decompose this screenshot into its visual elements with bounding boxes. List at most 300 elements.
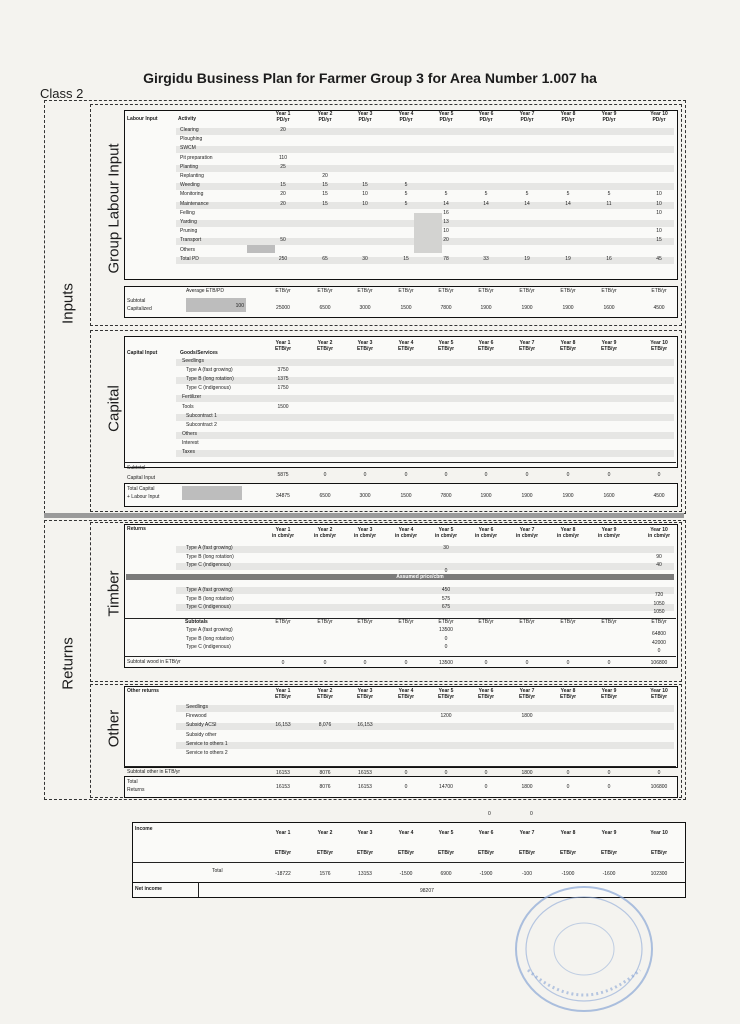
labour-year-8: Year 8 <box>560 111 576 117</box>
below-value-2: 0 <box>530 811 533 817</box>
labour-cell-y2: 15 <box>322 191 328 198</box>
labour-etb-unit: ETB/yr <box>438 288 454 294</box>
capital-item: Others <box>182 430 198 437</box>
labour-cell-y1: 20 <box>280 127 286 133</box>
timber-sub-y10: 64800 <box>652 631 666 637</box>
other-unit-8: ETB/yr <box>559 694 577 700</box>
labour-cell-y4: 5 <box>404 200 408 207</box>
labour-etb-unit: ETB/yr <box>275 288 291 294</box>
income-total-y3: 13153 <box>358 871 372 877</box>
timber-year-9: Year 9 <box>601 527 617 533</box>
labour-unit-4: PD/yr <box>399 117 413 123</box>
labour-subtotal-y4: 1500 <box>400 305 412 311</box>
labour-cell-y6: 14 <box>483 200 489 207</box>
labour-cell-y2: 20 <box>322 173 328 179</box>
labour-year-5: Year 5 <box>438 111 454 117</box>
other-total-y8: 0 <box>566 784 570 790</box>
other-item: Service to others 2 <box>186 750 228 756</box>
timber-unit-2: in cbm/yr <box>313 533 337 539</box>
subsidy-acsi-value: 8,076 <box>318 722 332 728</box>
timber-volume-type: Type B (long rotation) <box>186 553 234 560</box>
timber-sub-y10: 0 <box>657 648 661 654</box>
income-year-4: Year 4 <box>398 830 414 836</box>
labour-subtotal-y8: 1900 <box>562 305 574 311</box>
labour-cell-y8: 5 <box>566 191 570 198</box>
labour-etb-unit: ETB/yr <box>398 288 414 294</box>
timber-year-8: Year 8 <box>560 527 576 533</box>
timber-price-type: Type B (long rotation) <box>186 595 234 602</box>
other-unit-3: ETB/yr <box>356 694 374 700</box>
income-unit-8: ETB/yr <box>559 850 577 856</box>
labour-year-9: Year 9 <box>601 111 617 117</box>
below-value-1: 0 <box>488 811 491 817</box>
labour-unit-10: PD/yr <box>652 117 666 123</box>
timber-etb-unit: ETB/yr <box>601 619 617 625</box>
side-label-returns: Returns <box>59 637 77 690</box>
timber-year-2: Year 2 <box>317 527 333 533</box>
labour-cell-y2: 15 <box>322 182 328 189</box>
capital-item: Fertilizer <box>182 394 202 401</box>
other-year-3: Year 3 <box>357 688 373 694</box>
labour-activity: SWCM <box>180 145 196 152</box>
capital-total-y8: 1900 <box>562 493 574 499</box>
timber-unit-1: in cbm/yr <box>271 533 295 539</box>
income-total-y8: -1900 <box>561 871 575 877</box>
capital-year-5: Year 5 <box>438 340 454 346</box>
labour-year-2: Year 2 <box>317 111 333 117</box>
row-stripe <box>176 450 674 457</box>
firewood-y5: 1200 <box>440 713 452 719</box>
labour-year-1: Year 1 <box>275 111 291 117</box>
other-total-y3: 16153 <box>358 784 372 790</box>
labour-year-10: Year 10 <box>650 111 668 117</box>
capital-item: Type B (long rotation) <box>186 376 234 383</box>
labour-cell-y1: 25 <box>280 163 286 170</box>
capital-subtotal-y8: 0 <box>566 472 570 478</box>
income-total-y9: -1600 <box>602 871 616 877</box>
capital-input-label: Capital Input <box>127 475 156 481</box>
labour-subtotal-y2: 6500 <box>319 305 331 311</box>
income-unit-9: ETB/yr <box>600 850 618 856</box>
side-label-other: Other <box>105 709 123 748</box>
other-item: Firewood <box>186 713 207 720</box>
labour-year-7: Year 7 <box>519 111 535 117</box>
other-subtotal-y5: 0 <box>444 770 448 776</box>
labour-cell-y9: 16 <box>606 255 612 262</box>
labour-unit-6: PD/yr <box>479 117 493 123</box>
labour-activity: Clearing <box>180 127 199 133</box>
subtotals-label: Subtotals <box>185 619 208 625</box>
capital-subtotal-y3: 0 <box>363 472 367 478</box>
labour-cell-y7: 19 <box>524 255 530 262</box>
income-unit-10: ETB/yr <box>650 850 668 856</box>
labour-activity: Total PD <box>180 255 199 262</box>
capital-total-y9: 1600 <box>603 493 615 499</box>
labour-cell-y2: 65 <box>322 255 328 262</box>
labour-cell-y2: 15 <box>322 200 328 207</box>
other-unit-9: ETB/yr <box>600 694 618 700</box>
other-year-10: Year 10 <box>650 688 668 694</box>
other-unit-1: ETB/yr <box>274 694 292 700</box>
capital-item-value: 3750 <box>277 367 289 374</box>
labour-cell-y3: 10 <box>362 191 368 198</box>
income-year-7: Year 7 <box>519 830 535 836</box>
labour-etb-unit: ETB/yr <box>560 288 576 294</box>
timber-price-type: Type A (fast growing) <box>186 587 233 593</box>
labour-cell-y6: 5 <box>484 191 488 198</box>
capital-total-shade <box>182 486 242 500</box>
labour-subtotal-y3: 3000 <box>359 305 371 311</box>
other-total-y6: 0 <box>484 784 488 790</box>
net-income-value: 98207 <box>420 888 434 894</box>
firewood-y7: 1800 <box>521 713 533 719</box>
timber-wood-y2: 0 <box>323 660 327 666</box>
timber-etb-unit: ETB/yr <box>478 619 494 625</box>
income-year-1: Year 1 <box>275 830 291 836</box>
other-year-9: Year 9 <box>601 688 617 694</box>
other-unit-4: ETB/yr <box>397 694 415 700</box>
capital-subtotal-label: Subtotal <box>127 465 146 471</box>
row-stripe <box>176 395 674 402</box>
timber-sub-y10: 42000 <box>652 639 666 646</box>
timber-volume-y5: 30 <box>443 545 449 551</box>
other-total-y5: 14700 <box>439 784 453 790</box>
capital-col-goods: Goods/Services <box>180 350 218 356</box>
other-unit-2: ETB/yr <box>316 694 334 700</box>
wood-label: Subtotal wood in ETB/yr <box>127 659 181 665</box>
labour-cell-y9: 11 <box>606 200 612 207</box>
income-total-y6: -1900 <box>479 871 493 877</box>
net-income-label: Net income <box>135 886 162 892</box>
timber-wood-y5: 13500 <box>439 660 453 666</box>
timber-etb-unit: ETB/yr <box>357 619 373 625</box>
row-stripe <box>176 359 674 366</box>
income-unit-3: ETB/yr <box>356 850 374 856</box>
timber-year-4: Year 4 <box>398 527 414 533</box>
row-stripe <box>176 183 674 190</box>
income-col-label: Income <box>135 826 153 832</box>
labour-unit-7: PD/yr <box>520 117 534 123</box>
row-stripe <box>176 546 674 553</box>
transport-shade <box>247 245 275 253</box>
other-subtotal-y8: 0 <box>566 770 570 776</box>
capital-year-6: Year 6 <box>478 340 494 346</box>
other-unit-5: ETB/yr <box>437 694 455 700</box>
capital-item-value: 1750 <box>277 385 289 392</box>
labour-cell-y6: 33 <box>483 255 489 262</box>
other-year-7: Year 7 <box>519 688 535 694</box>
labour-capitalized-label: Capitalized <box>127 306 152 312</box>
income-total-y1: -18722 <box>275 871 291 877</box>
timber-etb-unit: ETB/yr <box>398 619 414 625</box>
subsidy-acsi-value: 16,153 <box>275 722 291 728</box>
labour-cell-y5: 5 <box>444 191 448 198</box>
other-total-y10: 106800 <box>650 784 668 790</box>
capital-year-4: Year 4 <box>398 340 414 346</box>
other-year-1: Year 1 <box>275 688 291 694</box>
timber-price-y5: 675 <box>441 604 451 610</box>
other-item: Service to others 1 <box>186 740 228 747</box>
income-year-9: Year 9 <box>601 830 617 836</box>
capital-year-3: Year 3 <box>357 340 373 346</box>
labour-cell-y8: 19 <box>565 255 571 262</box>
row-stripe <box>176 587 674 594</box>
capital-total-label: Total Capital <box>127 486 155 492</box>
timber-volume-y10: 90 <box>656 553 662 560</box>
labour-unit-8: PD/yr <box>561 117 575 123</box>
capital-total-y1: 34875 <box>276 493 290 499</box>
capital-sub-line <box>124 462 676 463</box>
capital-unit-4: ETB/yr <box>397 346 415 352</box>
other-subtotal-y1: 16153 <box>276 770 290 776</box>
timber-year-10: Year 10 <box>650 527 668 533</box>
labour-subtotal-y10: 4500 <box>653 305 665 311</box>
capital-subtotal-y10: 0 <box>657 472 661 478</box>
subsidy-acsi-value: 16,153 <box>357 722 373 728</box>
timber-volume-y10: 40 <box>656 562 662 568</box>
timber-sub-type: Type C (indigenous) <box>186 644 231 650</box>
labour-cell-y5: 20 <box>443 237 449 244</box>
labour-cell-y1: 15 <box>280 182 286 189</box>
row-stripe <box>176 723 674 730</box>
side-label-inputs: Inputs <box>59 283 77 324</box>
labour-etb-unit: ETB/yr <box>519 288 535 294</box>
avg-label: Average ETB/PD <box>186 288 224 294</box>
capital-item: Subcontract 1 <box>186 412 217 419</box>
labour-col-label: Labour Input <box>127 116 158 122</box>
page-title: Girgidu Business Plan for Farmer Group 3 for Area Number 1.007 ha <box>143 70 597 86</box>
labour-cell-y5: 78 <box>443 255 449 262</box>
labour-activity: Planting <box>180 163 199 170</box>
labour-activity: Ploughing <box>180 136 203 143</box>
other-subtotal-y4: 0 <box>404 770 408 776</box>
other-subtotal-y2: 8076 <box>319 770 331 776</box>
capital-item: Taxes <box>182 449 196 455</box>
capital-item-value: 1500 <box>277 403 289 410</box>
timber-volume-y5-total: 0 <box>444 568 448 574</box>
capital-subtotal-y6: 0 <box>484 472 488 478</box>
other-item: Subsidy other <box>186 731 217 738</box>
timber-unit-4: in cbm/yr <box>394 533 418 539</box>
capital-item: Interest <box>182 439 199 446</box>
labour-etb-unit: ETB/yr <box>651 288 667 294</box>
capital-total-y7: 1900 <box>521 493 533 499</box>
capital-subtotal-y9: 0 <box>607 472 611 478</box>
labour-cell-y5: 10 <box>443 228 449 235</box>
row-stripe <box>176 705 674 712</box>
labour-cell-y1: 20 <box>280 191 286 198</box>
capital-subtotal-y5: 0 <box>444 472 448 478</box>
timber-wood-y9: 0 <box>607 660 611 666</box>
row-stripe <box>176 563 674 570</box>
row-stripe <box>176 146 674 153</box>
capital-subtotal-y2: 0 <box>323 472 327 478</box>
capital-year-2: Year 2 <box>317 340 333 346</box>
timber-price-y10: 720 <box>654 592 664 598</box>
capital-unit-10: ETB/yr <box>650 346 668 352</box>
timber-year-6: Year 6 <box>478 527 494 533</box>
labour-unit-5: PD/yr <box>439 117 453 123</box>
timber-wood-y1: 0 <box>281 660 285 666</box>
timber-year-3: Year 3 <box>357 527 373 533</box>
labour-etb-unit: ETB/yr <box>478 288 494 294</box>
timber-price-y5: 450 <box>441 587 451 593</box>
income-year-3: Year 3 <box>357 830 373 836</box>
timber-unit-3: in cbm/yr <box>353 533 377 539</box>
capital-unit-5: ETB/yr <box>437 346 455 352</box>
other-total-y2: 8076 <box>319 784 331 790</box>
row-stripe <box>176 165 674 172</box>
income-year-10: Year 10 <box>650 830 668 836</box>
labour-cell-y10: 10 <box>656 209 662 216</box>
other-year-8: Year 8 <box>560 688 576 694</box>
side-label-timber: Timber <box>105 570 123 617</box>
timber-etb-unit: ETB/yr <box>438 619 454 625</box>
timber-year-1: Year 1 <box>275 527 291 533</box>
timber-sub-y5: 0 <box>444 635 448 642</box>
other-subtotal-y9: 0 <box>607 770 611 776</box>
timber-etb-unit: ETB/yr <box>275 619 291 625</box>
timber-col-label: Returns <box>127 526 146 532</box>
capital-total-y3: 3000 <box>359 493 371 499</box>
labour-cell-y4: 5 <box>404 182 408 189</box>
capital-item: Seedlings <box>182 358 204 364</box>
other-subtotal-label: Subtotal other in ETB/yr <box>127 769 181 775</box>
labour-etb-unit: ETB/yr <box>317 288 333 294</box>
labour-unit-1: PD/yr <box>276 117 290 123</box>
capital-unit-6: ETB/yr <box>477 346 495 352</box>
labour-cell-y10: 10 <box>656 228 662 235</box>
timber-wood-y6: 0 <box>484 660 488 666</box>
labour-subtotal-y1: 25000 <box>276 305 290 311</box>
official-stamp <box>508 880 660 1018</box>
side-label-capital: Capital <box>105 385 123 432</box>
income-total-y5: 6900 <box>440 871 452 877</box>
income-total-y7: -100 <box>521 871 532 877</box>
labour-activity: Maintenance <box>180 200 209 207</box>
capital-year-8: Year 8 <box>560 340 576 346</box>
other-total-y4: 0 <box>404 784 408 790</box>
capital-total-y10: 4500 <box>653 493 665 499</box>
capital-year-1: Year 1 <box>275 340 291 346</box>
timber-sub-y5: 0 <box>444 644 448 650</box>
other-year-4: Year 4 <box>398 688 414 694</box>
labour-etb-unit: ETB/yr <box>357 288 373 294</box>
labour-activity: Others <box>180 246 196 253</box>
net-income-divider <box>198 882 199 897</box>
other-total-y1: 16153 <box>276 784 290 790</box>
labour-col-activity: Activity <box>178 116 197 122</box>
labour-subtotal-label: Subtotal <box>127 298 146 304</box>
labour-cell-y3: 15 <box>362 182 368 189</box>
labour-cell-y1: 20 <box>280 200 286 207</box>
timber-volume-type: Type C (indigenous) <box>186 562 231 568</box>
timber-wood-y7: 0 <box>525 660 529 666</box>
labour-year-3: Year 3 <box>357 111 373 117</box>
other-col-label: Other returns <box>127 688 159 694</box>
labour-cell-y4: 5 <box>404 191 408 198</box>
timber-unit-10: in cbm/yr <box>647 533 671 539</box>
other-total-y7: 1800 <box>521 784 533 790</box>
timber-price-y10: 1050 <box>653 600 665 607</box>
capital-total-y5: 7800 <box>440 493 452 499</box>
other-year-6: Year 6 <box>478 688 494 694</box>
labour-cell-y10: 10 <box>656 191 662 198</box>
capital-unit-2: ETB/yr <box>316 346 334 352</box>
other-item: Subsidy ACSI <box>186 722 217 729</box>
row-stripe <box>176 377 674 384</box>
labour-activity: Yarding <box>180 219 197 225</box>
labour-activity: Transport <box>180 237 202 244</box>
labour-cell-y7: 5 <box>525 191 529 198</box>
income-total-label: Total <box>212 868 223 874</box>
other-subtotal-y6: 0 <box>484 770 488 776</box>
other-unit-10: ETB/yr <box>650 694 668 700</box>
timber-sub-type: Type A (fast growing) <box>186 627 233 633</box>
labour-subtotal-y9: 1600 <box>603 305 615 311</box>
class-label: Class 2 <box>40 86 84 101</box>
labour-activity: Felling <box>180 209 195 216</box>
capital-item: Type A (fast growing) <box>186 367 233 374</box>
income-unit-2: ETB/yr <box>316 850 334 856</box>
labour-unit-2: PD/yr <box>318 117 332 123</box>
labour-activity: Pruning <box>180 228 198 235</box>
labour-cell-y10: 45 <box>656 255 662 262</box>
labour-activity: Pit preparation <box>180 154 213 161</box>
timber-wood-y10: 106800 <box>650 660 668 666</box>
timber-wood-y3: 0 <box>363 660 367 666</box>
timber-price-type: Type C (indigenous) <box>186 604 231 610</box>
timber-unit-6: in cbm/yr <box>474 533 498 539</box>
capital-year-10: Year 10 <box>650 340 668 346</box>
row-stripe <box>176 604 674 611</box>
timber-unit-8: in cbm/yr <box>556 533 580 539</box>
capital-total-y2: 6500 <box>319 493 331 499</box>
capital-subtotal-y7: 0 <box>525 472 529 478</box>
side-label-group-labour: Group Labour Input <box>105 143 123 274</box>
labour-cell-y9: 5 <box>607 191 611 198</box>
capital-col-label: Capital Input <box>127 350 158 356</box>
other-sub-line <box>124 766 676 767</box>
income-unit-4: ETB/yr <box>397 850 415 856</box>
capital-item: Subcontract 2 <box>186 421 217 428</box>
income-year-6: Year 6 <box>478 830 494 836</box>
labour-cell-y5: 16 <box>443 209 449 216</box>
timber-volume-type: Type A (fast growing) <box>186 545 233 551</box>
income-unit-1: ETB/yr <box>274 850 292 856</box>
timber-sub-y5: 13500 <box>439 627 453 633</box>
other-total-label2: Returns <box>127 787 145 793</box>
row-stripe <box>176 128 674 135</box>
capital-unit-7: ETB/yr <box>518 346 536 352</box>
section-separator <box>44 513 684 518</box>
timber-etb-unit: ETB/yr <box>519 619 535 625</box>
labour-cell-y3: 30 <box>362 255 368 262</box>
capital-subtotal-y4: 0 <box>404 472 408 478</box>
timber-wood-line <box>124 656 676 657</box>
labour-cell-y7: 14 <box>524 200 530 207</box>
other-unit-7: ETB/yr <box>518 694 536 700</box>
other-year-5: Year 5 <box>438 688 454 694</box>
labour-cell-y4: 15 <box>403 255 409 262</box>
income-year-5: Year 5 <box>438 830 454 836</box>
income-unit-6: ETB/yr <box>477 850 495 856</box>
other-item: Seedlings <box>186 704 208 710</box>
timber-price-y10: 1050 <box>653 609 665 615</box>
labour-unit-3: PD/yr <box>358 117 372 123</box>
income-total-y2: 1576 <box>319 871 331 877</box>
labour-year-4: Year 4 <box>398 111 414 117</box>
